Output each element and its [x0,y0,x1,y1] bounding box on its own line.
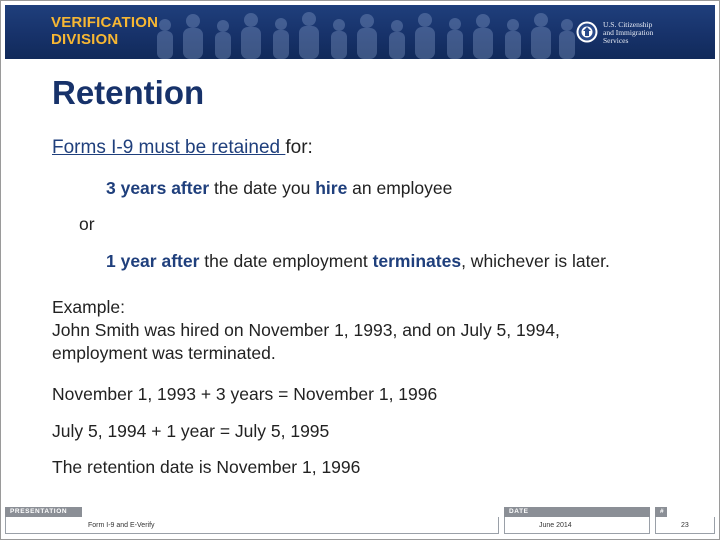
rule-hire-text-2: an employee [347,178,453,198]
footer-presentation-value: Form I-9 and E-Verify [5,517,499,534]
header-banner [5,5,715,59]
slide-footer [5,507,715,535]
rule-termination-duration: 1 year after [106,251,200,271]
agency-line-1: U.S. Citizenship [603,20,653,29]
rule-hire-text-1: the date you [209,178,316,198]
example-line-2: employment was terminated. [52,343,276,363]
agency-name [603,21,653,45]
division-line-2: DIVISION [51,31,119,48]
retention-conclusion: The retention date is November 1, 1996 [52,457,361,477]
footer-page-number: 23 [655,517,715,534]
agency-line-2: and Immigration [603,28,654,37]
lead-underlined-text: Forms I-9 must be retained [52,137,286,158]
rule-termination-text-2: , whichever is later. [461,251,610,271]
footer-page-tab: # [655,507,667,517]
example-block [52,296,560,365]
rule-termination-text-1: the date employment [199,251,373,271]
rule-hire-keyword: hire [315,178,348,198]
footer-presentation-tab: PRESENTATION [5,507,82,517]
footer-date-value: June 2014 [504,517,650,534]
division-name [51,14,158,48]
rule-termination-keyword: terminates [372,251,462,271]
lead-rest-text: for: [285,137,313,158]
rule-hire [106,177,452,199]
lead-sentence [52,137,313,159]
division-line-1: VERIFICATION [51,14,159,31]
slide-title: Retention [52,74,205,111]
crowd-silhouette-icon [155,11,575,59]
or-separator: or [79,214,95,234]
rule-termination [106,250,610,272]
example-line-1: John Smith was hired on November 1, 1993, and on July 5, 1994, [52,320,560,340]
agency-line-3: Services [603,36,629,45]
calculation-hire: November 1, 1993 + 3 years = November 1, 1996 [52,384,438,404]
footer-date-tab: DATE [504,507,650,517]
rule-hire-duration: 3 years after [106,178,210,198]
dhs-seal-icon [576,21,598,43]
example-label: Example: [52,297,125,317]
calculation-termination: July 5, 1994 + 1 year = July 5, 1995 [52,421,330,441]
